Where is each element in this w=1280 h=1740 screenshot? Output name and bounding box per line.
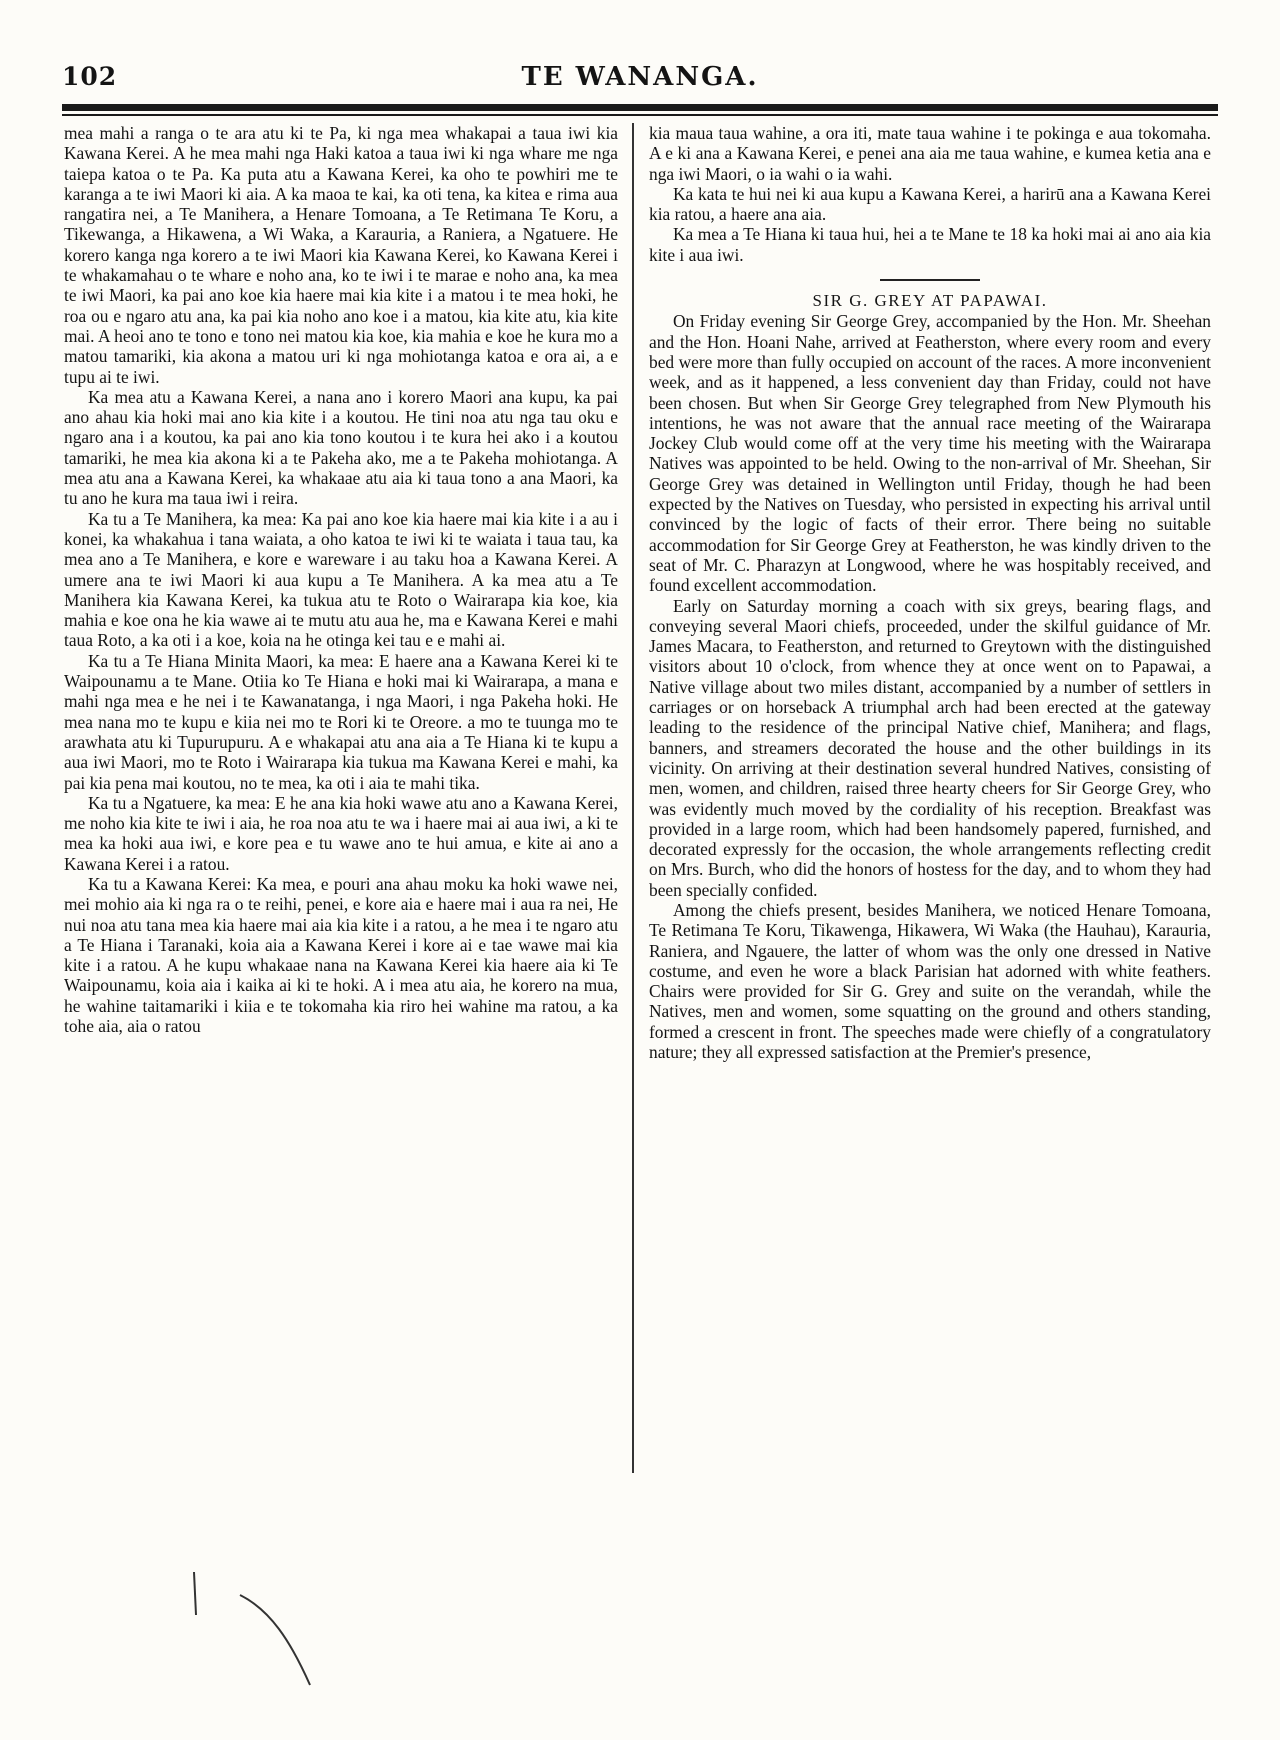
left-column-maori-text [64,123,618,1503]
article-paragraph-2: Early on Saturday morning a coach with six greys, bearing flags, and conveying several Maori chiefs, proceeded, under the skilful guidance of Mr. James Macara, to Featherston, and returned to Greytown with the distinguished visitors about 10 o'clock, from whence they at once went on to Papawai, a Native village about two miles distant, accompanied by a number of settlers in carriages or on horseback A triumphal arch had been erected at the gateway leading to the residence of the principal Native chief, Manihera; and flags, banners, and streamers decorated the house and the other buildings in its vicinity. On arriving at their destination several hundred Natives, consisting of men, women, and children, raised three hearty cheers for Sir George Grey, who was evidently much moved by the cordiality of his reception. Breakfast was provided in a large room, which had been handsomely papered, furnished, and decorated expressly for the occasion, the whole arrangements reflecting credit on Mrs. Burch, who did the honors of hostess for the day, and to whom they had been specially confided. [649,595,1211,900]
left-paragraph-5: Ka tu a Ngatuere, ka mea: E he ana kia hoki wawe atu ano a Kawana Kerei, me noho kia kite te iwi i aia, he roa noa atu te wa i haere mai ai aua iwi, a ki te mea ka hoki aua iwi, e kore pea e tu wawe ano te hui amua, e kite ai ano a Kawana Kerei i a ratou. [64,792,618,874]
page-header [62,62,1218,100]
newspaper-title: TE WANANGA. [521,62,759,92]
article-paragraph-3: Among the chiefs present, besides Manihera, we noticed Henare Tomoana, Te Retimana Te Koru, Tikawenga, Hikawera, Wi Waka (the Hauhau), Karauria, Raniera, and Ngauere, the latter of whom was the only one dressed in Native costume, and even he wore a black Parisian hat adorned with white feathers. Chairs were provided for Sir G. Grey and suite on the verandah, while the Natives, men and women, some squatting on the ground and others standing, formed a crescent in front. The speeches made were chiefly of a congratulatory nature; they all expressed satisfaction at the Premier's presence, [649,899,1211,1063]
header-rule-thin [62,114,1218,116]
article-heading: SIR G. GREY AT PAPAWAI. [812,291,1048,311]
section-separator [880,279,980,281]
left-paragraph-1: mea mahi a ranga o te ara atu ki te Pa, ki nga mea whakapai a taua iwi kia Kawana Kerei. A he mea mahi nga Haki katoa a taua iwi ki nga whare me nga taiepa katoa o te Pa. Ka puta atu a Kawana Kerei, ka oho te powhiri me te karanga a te iwi Maori ki aia. A ka maoa te kai, ka oti tena, ka kitea e rima aua rangatira nei, a Te Manihera, a Henare Tomoana, a Te Retimana Te Koru, a Tikewanga, a Hikawena, a Wi Waka, a Karauria, a Raniera, a Ngatuere. He korero kanga nga korero a te iwi Maori kia Kawana Kerei, ko Kawana Kerei i te whakamahau o te whare e noho ana, ko te iwi i te marae e noho ana, ka mea te iwi Maori, ka pai ano koe kia haere mai kia kite i a matou i te mea hoki, he roa ou e ngaro atu ana, ka pai kia noho ano koe i a matou, kia kite atu, kia kite mai. A heoi ano te tono e tono nei matou kia koe, kia mahia e koe he kura mo a matou tamariki, kia akona a matou uri ki nga mohiotanga katoa e ora ai, a e tupu ai te iwi. [64,123,618,387]
right-paragraph-2: Ka kata te hui nei ki aua kupu a Kawana Kerei, a harirū ana a Kawana Kerei kia ratou, a haere ana aia. [649,183,1211,225]
right-paragraph-1: kia maua taua wahine, a ora iti, mate taua wahine i te pokinga e aua tokomaha. A e ki ana a Kawana Kerei, e penei ana aia me taua wahine, e kumea ketia ana e nga iwi Maori, o ia wahi o ia wahi. [649,123,1211,184]
left-paragraph-6: Ka tu a Kawana Kerei: Ka mea, e pouri ana ahau moku ka hoki wawe nei, mei mohio aia ki nga ra o te reihi, penei, e kore aia e haere mai i aua ra nei, He nui noa atu tana mea kia haere mai aia kia kite i a ratou, a he mea i te ngaro atu a Te Hiana i Taranaki, koia aia a Kawana Kerei i kore ai e tae wawe mai kia kite i a ratou. A he kupu whakaae nana na Kawana Kerei kia haere aia ki Te Waipounamu, koia aia i kaika ai ki te hoki. A i mea atu aia, he korero na mua, he wahine taitamariki i kiia e te tokomaha kia riro hei wahine ma ratou, a ka tohe aia, aia o ratou [64,873,618,1037]
left-paragraph-2: Ka mea atu a Kawana Kerei, a nana ano i korero Maori ana kupu, ka pai ano ahau kia hoki mai ano kia kite i a koutou. He tini noa atu nga tau oku e ngaro ana i a koutou, ka pai ano kia tono koutou i te kura hei ako i a koutou tamariki, he mea kia akona ki a te Pakeha ako, me a te Pakeha mohiotanga. A mea atu ana a Kawana Kerei, ka whakaae atu aia ki taua tono a ana Maori, ka tu ano he kura ma taua iwi i reira. [64,386,618,509]
article-paragraph-1: On Friday evening Sir George Grey, accompanied by the Hon. Mr. Sheehan and the Hon. Hoani Nahe, arrived at Featherston, where every room and every bed were more than fully occupied on account of the races. A more inconvenient week, and as it happened, a less convenient day than Friday, could not have been chosen. But when Sir George Grey telegraphed from New Plymouth his intentions, he was not aware that the annual race meeting of the Wairarapa Jockey Club would come off at the very time his meeting with the Wairarapa Natives was appointed to be held. Owing to the non-arrival of Mr. Sheehan, Sir George Grey was detained in Wellington until Friday, though he had been expected by the Natives on Tuesday, who persisted in expecting his arrival until convinced by the logic of facts of their error. There being no suitable accommodation for Sir George Grey at Featherston, he was kindly driven to the seat of Mr. C. Pharazyn at Longwood, where he was hospitably received, and found excellent accommodation. [649,311,1211,596]
column-divider [632,123,634,1473]
right-paragraph-3: Ka mea a Te Hiana ki taua hui, hei a te Mane te 18 ka hoki mai ai ano aia kia kite i aua iwi. [649,224,1211,265]
right-column [649,123,1211,1503]
left-paragraph-3: Ka tu a Te Manihera, ka mea: Ka pai ano koe kia haere mai kia kite i a au i konei, ka whakahua i tana waiata, a oho katoa te iwi ki te waiata i taua tau, ka mea ano a Te Manihera, e kore e wareware i au taku hoa a Kawana Kerei. A umere ana te iwi Maori ki aua kupu a Te Manihera. A ka mea atu a Te Manihera kia Kawana Kerei, ka tukua atu te Roto o Wairarapa kia koe, kia mahia e koe ona he kia wawe ai te mutu atu aua he, ma e Kawana Kerei e mahi taua Roto, a ka oti i a koe, koia na he otinga kei tau e e mahi ai. [64,508,618,651]
stray-ink-marks [170,1560,370,1720]
left-paragraph-4: Ka tu a Te Hiana Minita Maori, ka mea: E haere ana a Kawana Kerei ki te Waipounamu a te Mane. Otiia ko Te Hiana e hoki mai ki Wairarapa, a mana e mahi nga mea e he nei i te Kawanatanga, i nga Maori, i nga Pakeha hoki. He mea nana mo te kupu e kiia nei mo te Rori ki te Oreore. a mo te tuunga mo te arawhata atu ki Tupurupuru. A e whakapai atu ana aia a Te Hiana ki te kupu a aua iwi Maori, mo te Roto i Wairarapa kia tukua ma Kawana Kerei e mahi, ka pai kia pena mai koutou, no te mea, ka oti i aia te mahi tika. [64,650,618,793]
header-rule-thick [62,104,1218,111]
page-number: 102 [62,62,118,91]
